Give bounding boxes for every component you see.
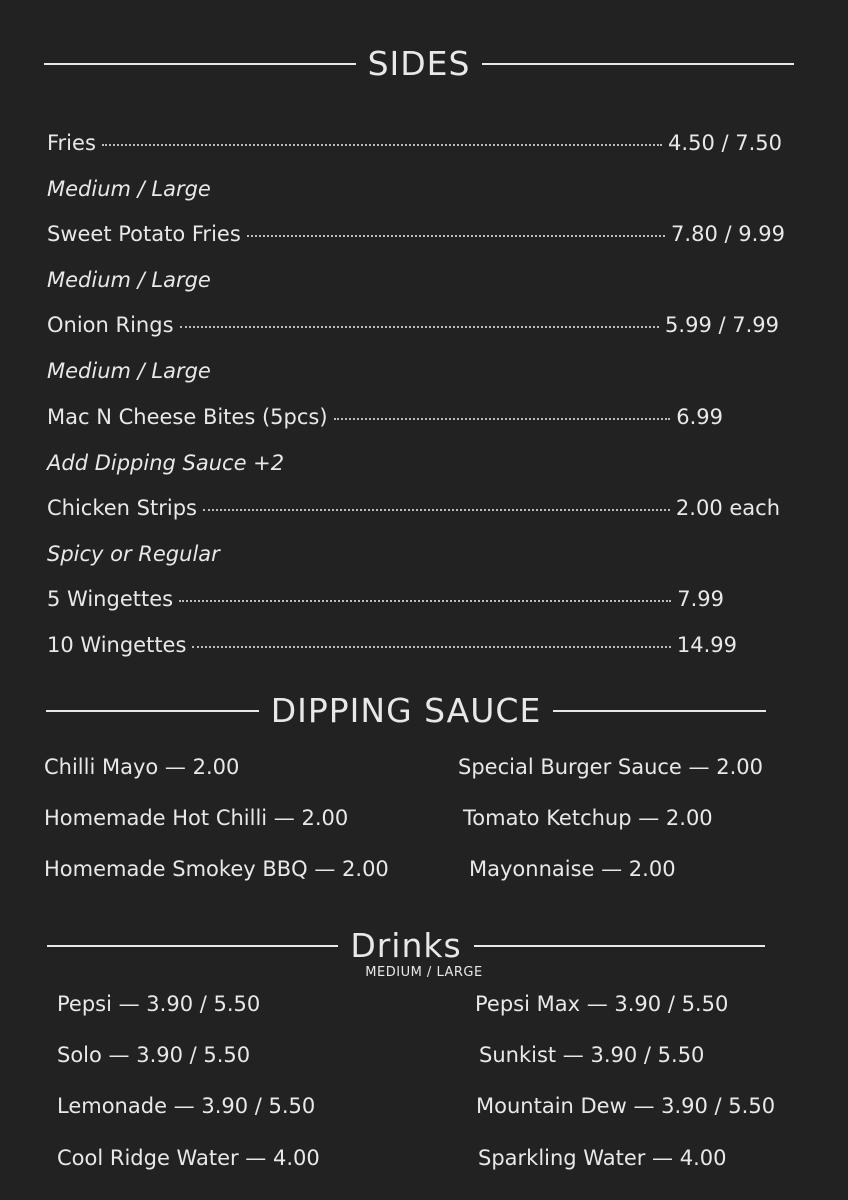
item-name: 5 Wingettes [47,587,174,611]
menu-item [47,587,724,611]
leader-dots [247,235,665,237]
leader-dots [180,326,660,328]
item-price: 5.99 / 7.99 [665,313,779,337]
leader-dots [179,600,671,602]
sauce-item: Homemade Hot Chilli — 2.00 [44,806,349,830]
drink-item: Mountain Dew — 3.90 / 5.50 [476,1094,776,1118]
leader-dots [334,418,671,420]
drink-item: Sparkling Water — 4.00 [478,1146,727,1170]
item-name: Sweet Potato Fries [47,222,241,246]
divider-line [474,945,765,947]
item-price: 7.80 / 9.99 [671,222,785,246]
item-name: Onion Rings [47,313,174,337]
leader-dots [203,509,670,511]
sauce-item: Special Burger Sauce — 2.00 [458,755,763,779]
item-name: 10 Wingettes [47,633,187,657]
sauce-heading [46,691,766,730]
item-note: Medium / Large [47,359,211,383]
drinks-heading [47,926,765,965]
sauce-item: Tomato Ketchup — 2.00 [463,806,713,830]
item-note: Spicy or Regular [47,542,220,566]
divider-line [46,710,259,712]
item-note: Add Dipping Sauce +2 [47,451,285,475]
menu-item [47,222,785,246]
divider-line [553,710,766,712]
sides-heading [44,44,794,83]
menu-item [47,313,779,337]
divider-line [482,63,794,65]
item-price: 7.99 [677,587,724,611]
item-note: Medium / Large [47,177,211,201]
drink-item: Sunkist — 3.90 / 5.50 [479,1043,705,1067]
divider-line [44,63,356,65]
drink-item: Cool Ridge Water — 4.00 [57,1146,320,1170]
drink-item: Pepsi Max — 3.90 / 5.50 [475,992,729,1016]
drink-item: Pepsi — 3.90 / 5.50 [57,992,261,1016]
menu-item [47,405,723,429]
sauce-item: Chilli Mayo — 2.00 [44,755,240,779]
sides-title: SIDES [367,44,471,83]
item-name: Fries [47,131,96,155]
menu-item [47,131,782,155]
item-name: Mac N Cheese Bites (5pcs) [47,405,328,429]
item-price: 2.00 each [675,496,780,520]
menu-item [47,633,737,657]
sauce-title: DIPPING SAUCE [270,691,542,730]
drink-item: Lemonade — 3.90 / 5.50 [57,1094,316,1118]
menu-item [47,496,780,520]
item-price: 14.99 [676,633,737,657]
drinks-title: Drinks [350,926,462,965]
divider-line [47,945,338,947]
leader-dots [102,144,662,146]
leader-dots [192,646,670,648]
item-name: Chicken Strips [47,496,197,520]
item-note: Medium / Large [47,268,211,292]
item-price: 6.99 [676,405,723,429]
drinks-subtitle: MEDIUM / LARGE [365,965,483,980]
drink-item: Solo — 3.90 / 5.50 [57,1043,251,1067]
sauce-item: Mayonnaise — 2.00 [469,857,676,881]
sauce-item: Homemade Smokey BBQ — 2.00 [44,857,389,881]
item-price: 4.50 / 7.50 [668,131,782,155]
